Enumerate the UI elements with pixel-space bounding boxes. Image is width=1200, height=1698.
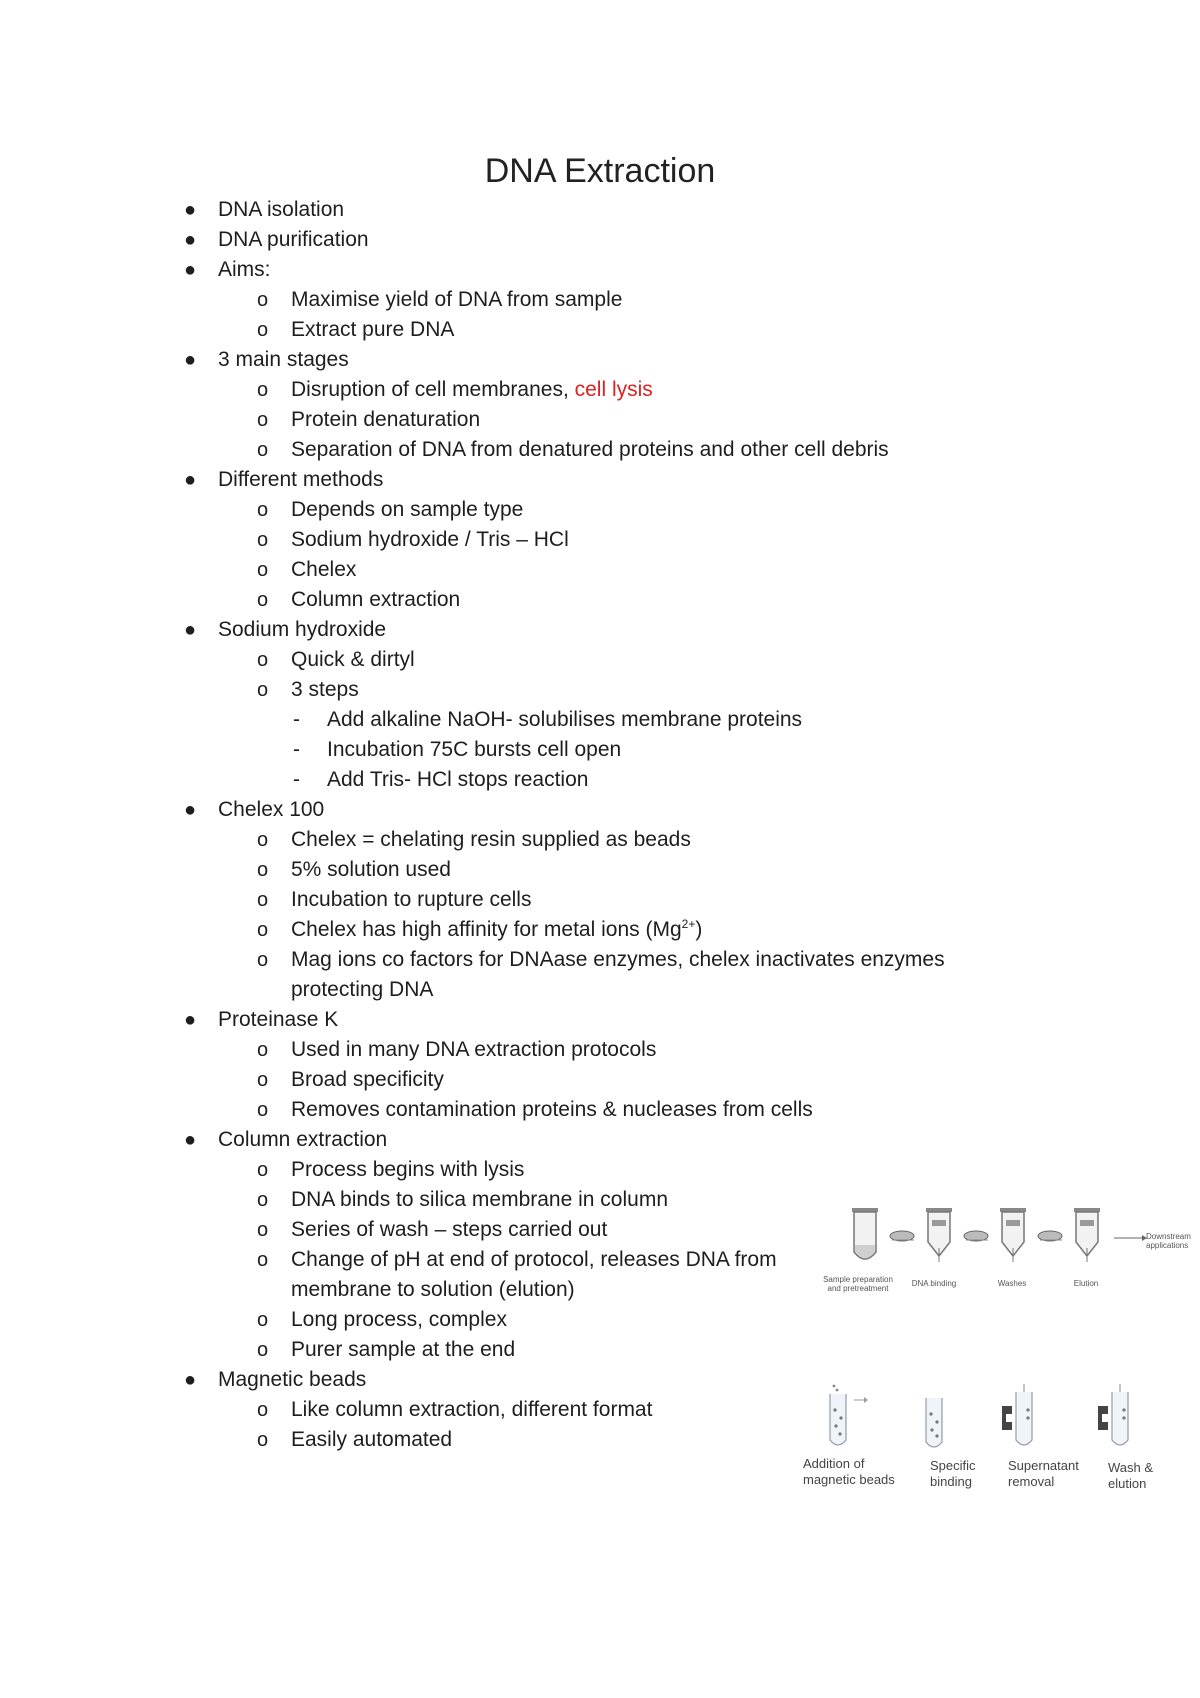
list-item-text: Depends on sample type [291, 498, 524, 521]
list-item-text: Change of pH at end of protocol, releases DNA from [291, 1248, 777, 1271]
list-item [257, 286, 623, 314]
list-item-text: Chelex 100 [218, 798, 325, 821]
list-item [257, 436, 889, 464]
list-item-text: Incubation 75C bursts cell open [327, 738, 622, 761]
list-item-text: Maximise yield of DNA from sample [291, 288, 623, 311]
list-item-text: Protein denaturation [291, 408, 481, 431]
list-item-text: Quick & dirtyl [291, 648, 415, 671]
circle-bullet-icon: o [257, 1309, 269, 1331]
circle-bullet-icon: o [257, 289, 269, 311]
downstream-arrow-icon [1114, 1235, 1147, 1241]
list-item-text: DNA binds to silica membrane in column [291, 1188, 668, 1211]
list-item [291, 1276, 575, 1304]
circle-bullet-icon: o [257, 559, 269, 581]
dash-bullet-icon: - [293, 708, 300, 731]
bullet-icon: ● [184, 349, 197, 371]
list-item-text: Broad specificity [291, 1068, 444, 1091]
list-item [184, 796, 325, 824]
circle-bullet-icon: o [257, 1249, 269, 1271]
list-item-text: Easily automated [291, 1428, 453, 1451]
column-tube-3 [1000, 1208, 1026, 1262]
list-item [257, 406, 481, 434]
list-item-text: Used in many DNA extraction protocols [291, 1038, 657, 1061]
list-item-text: Like column extraction, different format [291, 1398, 653, 1421]
list-item [257, 586, 461, 614]
circle-bullet-icon: o [257, 379, 269, 401]
list-item [257, 1216, 608, 1244]
list-item-text: DNA isolation [218, 198, 345, 221]
list-item [293, 736, 622, 764]
superscript-text: 2+ [681, 917, 696, 931]
list-item-text-suffix: ) [695, 918, 703, 941]
circle-bullet-icon: o [257, 1039, 269, 1061]
bead-tube-4 [1098, 1384, 1128, 1445]
circle-bullet-icon: o [257, 919, 269, 941]
bead-tube-3 [1002, 1384, 1032, 1445]
circle-bullet-icon: o [257, 499, 269, 521]
circle-bullet-icon: o [257, 949, 269, 971]
circle-bullet-icon: o [257, 889, 269, 911]
list-item-text: Column extraction [218, 1128, 388, 1151]
circle-bullet-icon: o [257, 409, 269, 431]
list-item-text: membrane to solution (elution) [291, 1278, 575, 1301]
list-item [257, 316, 455, 344]
list-item-text: Sodium hydroxide / Tris – HCl [291, 528, 569, 551]
list-item [257, 1306, 507, 1334]
reagent-disc-3 [1038, 1231, 1062, 1241]
list-item [184, 256, 271, 284]
list-item-text: 5% solution used [291, 858, 451, 881]
bullet-icon: ● [184, 619, 197, 641]
bullet-icon: ● [184, 1009, 197, 1031]
list-item-text: Add alkaline NaOH- solubilises membrane proteins [327, 708, 803, 731]
column-tube-1 [852, 1208, 878, 1259]
list-item [291, 976, 433, 1004]
bullet-icon: ● [184, 1129, 197, 1151]
highlighted-text: cell lysis [574, 378, 653, 401]
list-item [257, 886, 532, 914]
list-item [257, 1396, 653, 1424]
magnetic-beads-figure [810, 1380, 1200, 1460]
list-item [257, 526, 569, 554]
column-label-downstream: Downstream applications [1146, 1232, 1191, 1250]
list-item [257, 1096, 813, 1124]
list-item-text: Chelex = chelating resin supplied as beads [291, 828, 691, 851]
column-label-elution: Elution [1073, 1279, 1099, 1288]
circle-bullet-icon: o [257, 1399, 269, 1421]
list-item [257, 646, 415, 674]
list-item [257, 496, 524, 524]
magnetic-label-addition: Addition of magnetic beads [803, 1456, 895, 1487]
column-tube-4 [1074, 1208, 1100, 1262]
list-item-text: Mag ions co factors for DNAase enzymes, chelex inactivates enzymes [291, 948, 945, 971]
list-item [257, 1156, 525, 1184]
column-label-washes: Washes [997, 1279, 1027, 1288]
magnetic-label-wash: Wash & elution [1108, 1460, 1154, 1491]
list-item [184, 196, 345, 224]
list-item-text: 3 main stages [218, 348, 349, 371]
circle-bullet-icon: o [257, 529, 269, 551]
dash-bullet-icon: - [293, 768, 300, 791]
list-item-text: protecting DNA [291, 978, 434, 1001]
list-item [293, 706, 803, 734]
circle-bullet-icon: o [257, 589, 269, 611]
list-item-text: Sodium hydroxide [218, 618, 387, 641]
reagent-disc-2 [964, 1231, 988, 1241]
column-tube-2 [926, 1208, 952, 1262]
list-item [257, 1066, 444, 1094]
list-item-text: Proteinase K [218, 1008, 339, 1031]
magnetic-label-supernatant: Supernatant removal [1008, 1458, 1079, 1489]
circle-bullet-icon: o [257, 859, 269, 881]
list-item [257, 1036, 657, 1064]
bullet-icon: ● [184, 799, 197, 821]
bullet-icon: ● [184, 469, 197, 491]
list-item-text: Separation of DNA from denatured proteins and other cell debris [291, 438, 889, 461]
list-item [257, 1426, 453, 1454]
list-item-text: Column extraction [291, 588, 461, 611]
list-item-text: Aims: [218, 258, 271, 281]
bullet-icon: ● [184, 259, 197, 281]
page-title: DNA Extraction [484, 152, 716, 190]
list-item-text: Purer sample at the end [291, 1338, 516, 1361]
list-item-text: Long process, complex [291, 1308, 507, 1331]
list-item [257, 826, 691, 854]
list-item-text: Add Tris- HCl stops reaction [327, 768, 589, 791]
circle-bullet-icon: o [257, 1189, 269, 1211]
list-item-text: Incubation to rupture cells [291, 888, 532, 911]
list-item [184, 226, 369, 254]
list-item [184, 1006, 339, 1034]
bead-tube-2 [926, 1398, 942, 1447]
circle-bullet-icon: o [257, 1069, 269, 1091]
list-item-text: Chelex has high affinity for metal ions (Mg [291, 918, 682, 941]
list-item [257, 856, 451, 884]
list-item-text: Chelex [291, 558, 357, 581]
list-item [257, 946, 945, 974]
dash-bullet-icon: - [293, 738, 300, 761]
list-item [184, 616, 387, 644]
circle-bullet-icon: o [257, 1429, 269, 1451]
list-item [293, 766, 589, 794]
list-item-text: Process begins with lysis [291, 1158, 525, 1181]
bullet-icon: ● [184, 1369, 197, 1391]
circle-bullet-icon: o [257, 1339, 269, 1361]
circle-bullet-icon: o [257, 1099, 269, 1121]
list-item-text: Disruption of cell membranes, [291, 378, 575, 401]
list-item-text: Removes contamination proteins & nucleases from cells [291, 1098, 813, 1121]
circle-bullet-icon: o [257, 649, 269, 671]
list-item-text: Extract pure DNA [291, 318, 455, 341]
list-item [257, 916, 703, 944]
list-item [184, 1366, 367, 1394]
list-item [257, 676, 359, 704]
column-label-sample-preparation: Sample preparation and pretreatment [823, 1275, 893, 1293]
bullet-icon: ● [184, 229, 197, 251]
list-item [257, 1336, 516, 1364]
list-item [257, 556, 357, 584]
list-item-text: Different methods [218, 468, 384, 491]
list-item [257, 1186, 668, 1214]
circle-bullet-icon: o [257, 1159, 269, 1181]
list-item-text: DNA purification [218, 228, 369, 251]
magnetic-label-binding: Specific binding [930, 1458, 976, 1489]
list-item [257, 1246, 777, 1274]
circle-bullet-icon: o [257, 679, 269, 701]
list-item [184, 1126, 388, 1154]
list-item-text: Series of wash – steps carried out [291, 1218, 608, 1241]
bead-tube-1 [830, 1385, 868, 1445]
circle-bullet-icon: o [257, 319, 269, 341]
circle-bullet-icon: o [257, 1219, 269, 1241]
circle-bullet-icon: o [257, 439, 269, 461]
circle-bullet-icon: o [257, 829, 269, 851]
column-label-dna-binding: DNA binding [911, 1279, 957, 1288]
bullet-icon: ● [184, 199, 197, 221]
list-item-text: Magnetic beads [218, 1368, 367, 1391]
list-item-text: 3 steps [291, 678, 359, 701]
list-item [184, 466, 384, 494]
list-item [184, 346, 349, 374]
list-item [257, 376, 653, 404]
reagent-disc-1 [890, 1231, 914, 1241]
